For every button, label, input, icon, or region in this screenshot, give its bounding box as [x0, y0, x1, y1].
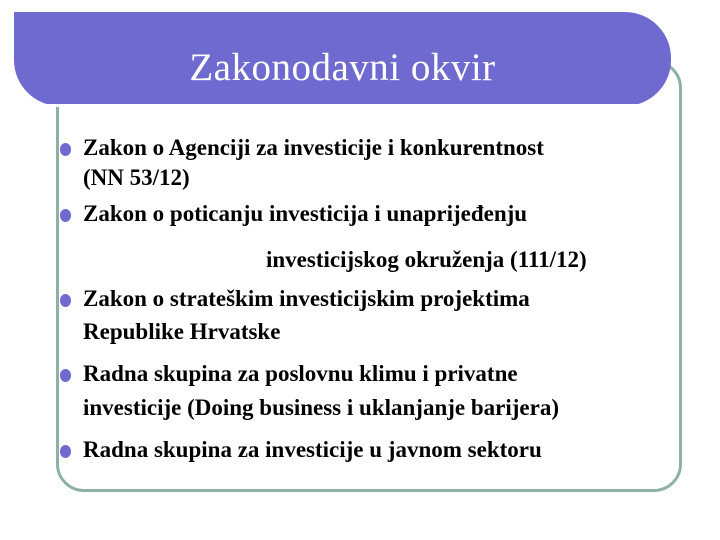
bullet-5-line-1: Radna skupina za investicije u javnom sektoru — [83, 437, 542, 462]
bullet-marker-icon — [60, 209, 71, 222]
bullet-4-line-2: investicije (Doing business i uklanjanje barijera) — [83, 395, 559, 420]
bullet-marker-icon — [60, 445, 71, 458]
bullet-3-line-2: Republike Hrvatske — [83, 319, 281, 344]
bullet-marker-icon — [60, 294, 71, 307]
bullet-2-line-2: investicijskog okruženja (111/12) — [266, 247, 587, 272]
bullet-1-line-2: (NN 53/12) — [83, 165, 190, 190]
bullet-marker-icon — [60, 143, 71, 156]
bullet-2-line-1: Zakon o poticanju investicija i unaprijeđenju — [83, 201, 528, 226]
bullet-3-line-1: Zakon o strateškim investicijskim projektima — [83, 286, 530, 311]
bullet-1-line-1: Zakon o Agenciji za investicije i konkurentnost — [83, 135, 544, 160]
slide-title: Zakonodavni okvir — [189, 46, 496, 89]
bullet-4-line-1: Radna skupina za poslovnu klimu i privatne — [83, 361, 518, 386]
bullet-marker-icon — [60, 369, 71, 382]
